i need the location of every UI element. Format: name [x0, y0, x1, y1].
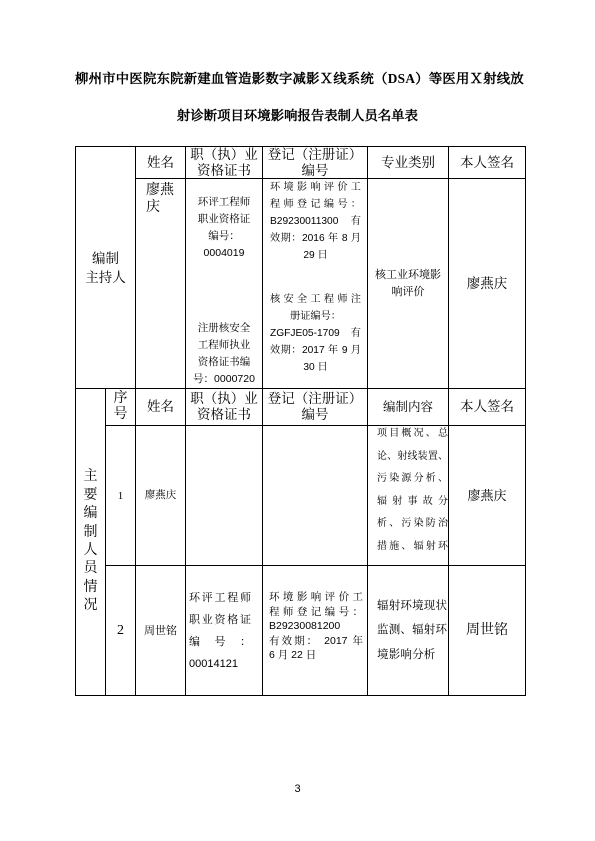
staff-row-signature: 周世铭: [466, 623, 508, 638]
host-reg-secondary-line: 核安全工程师注: [270, 294, 361, 305]
staff-row-reg: [269, 590, 363, 663]
staff-row-cert-line: 职业资格证: [189, 613, 251, 626]
host-row: [76, 179, 526, 389]
staff-row-reg-line: 环境影响评价工: [269, 591, 363, 604]
host-name: 廖燕庆: [146, 183, 174, 215]
host-cert-primary-line: 环评工程师: [197, 196, 251, 208]
staff-row-cert-line: 环评工程师: [189, 591, 251, 604]
staff-row: [76, 566, 526, 696]
host-reg-primary-line: 29 日: [303, 250, 328, 261]
host-cert-primary-line: 0004019: [203, 247, 245, 259]
host-section-label-line: 编制: [92, 250, 119, 266]
host-section-label-line: 主持人: [85, 269, 126, 285]
host-header-cert-line: 职（执）业: [190, 147, 258, 162]
document-title-line-1: 柳州市中医院东院新建血管造影数字减影Ｘ线系统（DSA）等医用Ｘ射线放: [75, 71, 525, 86]
staff-row-name-cell: [136, 426, 186, 566]
staff-row-name: 廖燕庆: [144, 489, 177, 501]
staff-row-content: [377, 423, 448, 559]
host-reg-cell: [263, 179, 368, 389]
staff-row-content-line: 辐射环境现状: [377, 599, 448, 612]
staff-row-cert: [189, 587, 251, 675]
host-cert-box: [186, 179, 262, 387]
host-cert-primary: [186, 194, 262, 262]
staff-section-label-cell: [76, 389, 106, 696]
host-signature-cell: [449, 179, 526, 389]
host-header-name: [136, 147, 186, 179]
host-name-cell: [136, 179, 186, 389]
staff-row-index: 1: [117, 489, 124, 502]
host-section-label-cell: [76, 147, 136, 389]
host-header-signature: [449, 147, 526, 179]
host-category-line: 响评价: [391, 285, 425, 298]
host-header-row: [76, 147, 526, 179]
staff-header-name-text: 姓名: [147, 399, 174, 414]
staff-row-reg-cell: [263, 426, 368, 566]
staff-row-content-line: 措施、辐射环: [377, 540, 448, 552]
staff-header-cert-line: 资格证书: [197, 407, 251, 422]
host-header-cert-line: 资格证书: [197, 162, 251, 178]
staff-row-signature-cell: [449, 426, 526, 566]
staff-row-content-line: 析、污染防治: [377, 518, 448, 530]
staff-row-cert-line: 00014121: [189, 657, 238, 670]
host-signature: 廖燕庆: [466, 276, 508, 291]
staff-header-index: [106, 389, 136, 426]
staff-row-reg-line: 程师登记编号：: [269, 605, 363, 618]
host-header-reg-line: 登记（注册证）: [267, 147, 363, 162]
host-cert-cell: [186, 179, 263, 389]
staff-row-name: 周世铭: [144, 624, 177, 637]
host-reg-box: [263, 179, 367, 387]
staff-header-content: [368, 389, 449, 426]
staff-row-content: [377, 594, 451, 668]
host-header-signature-text: 本人签名: [460, 154, 514, 170]
host-cert-primary-line: 职业资格证: [197, 213, 251, 225]
staff-row-signature: 廖燕庆: [467, 488, 507, 503]
staff-row: [76, 426, 526, 566]
staff-row-content-line: 项目概况、总: [377, 428, 448, 439]
page-number: 3: [294, 783, 301, 795]
host-header-category: [368, 147, 449, 179]
staff-header-signature-text: 本人签名: [460, 399, 514, 414]
host-reg-secondary-line: 效期：2017 年 9 月: [270, 345, 361, 356]
host-reg-secondary-line: 30 日: [303, 362, 328, 373]
staff-section-label: 主要编制人员情况: [83, 469, 98, 614]
host-header-cert: [186, 147, 263, 179]
staff-row-name-cell: [136, 566, 186, 696]
host-reg-primary-line: 环境影响评价工: [270, 182, 361, 193]
staff-row-content-line: 污染源分析、: [377, 473, 448, 485]
personnel-table: [75, 146, 526, 696]
staff-header-index-text: 序号: [113, 391, 128, 422]
staff-header-cert-line: 职（执）业: [190, 391, 258, 406]
staff-header-reg-line: 编号: [301, 407, 329, 422]
staff-row-content-line: 监测、辐射环: [377, 624, 448, 637]
staff-row-reg-line: 6 月 22 日: [269, 649, 317, 662]
staff-header-name: [136, 389, 186, 426]
host-header-reg: [263, 147, 368, 179]
staff-row-content-line: 论、射线装置、: [377, 450, 448, 462]
host-reg-primary-line: 效期：2016 年 8 月: [270, 233, 361, 244]
host-cert-secondary-line: 工程师执业: [197, 339, 251, 351]
staff-row-content-line: 境影响分析: [377, 648, 436, 661]
staff-row-reg-line: B29230081200: [269, 620, 341, 633]
staff-header-reg-line: 登记（注册证）: [267, 391, 363, 406]
host-category-line: 核工业环境影: [375, 268, 441, 281]
staff-row-reg-line: 有效期： 2017 年: [269, 634, 363, 647]
host-cert-secondary-line: 资格证书编: [197, 356, 251, 368]
staff-row-content-cell: [368, 566, 449, 696]
staff-row-content-cell: [368, 426, 449, 566]
staff-row-signature-cell: [449, 566, 526, 696]
staff-row-content-line: 辐射事故分: [377, 495, 448, 507]
host-cert-primary-line: 编号：: [208, 230, 240, 242]
host-category-cell: [368, 179, 449, 389]
host-reg-primary-line: B29230011300 有: [270, 216, 361, 227]
host-header-name-text: 姓名: [147, 154, 174, 170]
staff-row-index: 2: [117, 622, 124, 638]
host-reg-primary-line: 程师登记编号：: [270, 199, 361, 210]
host-cert-secondary-line: 号：0000720: [193, 373, 255, 385]
host-header-reg-line: 编号: [301, 162, 329, 178]
staff-row-cert-line: 编号：: [189, 635, 251, 648]
host-reg-primary: [270, 179, 361, 264]
staff-header-content-text: 编制内容: [382, 400, 433, 414]
document-title-line-2: 射诊断项目环境影响报告表制人员名单表: [176, 108, 419, 123]
host-reg-secondary: [270, 291, 361, 376]
host-header-category-text: 专业类别: [381, 154, 435, 170]
host-cert-secondary: [186, 320, 262, 388]
staff-row-cert-cell: [186, 566, 263, 696]
staff-row-index-cell: [106, 426, 136, 566]
host-cert-secondary-line: 注册核安全: [197, 322, 251, 334]
staff-header-cert: [186, 389, 263, 426]
staff-header-reg: [263, 389, 368, 426]
staff-header-signature: [449, 389, 526, 426]
host-reg-secondary-line: ZGFJE05-1709 有: [270, 328, 361, 339]
staff-row-reg-cell: [263, 566, 368, 696]
staff-row-cert-cell: [186, 426, 263, 566]
host-reg-secondary-line: 册证编号：: [290, 311, 341, 322]
host-category: [368, 267, 448, 301]
staff-row-index-cell: [106, 566, 136, 696]
staff-header-row: [76, 389, 526, 426]
